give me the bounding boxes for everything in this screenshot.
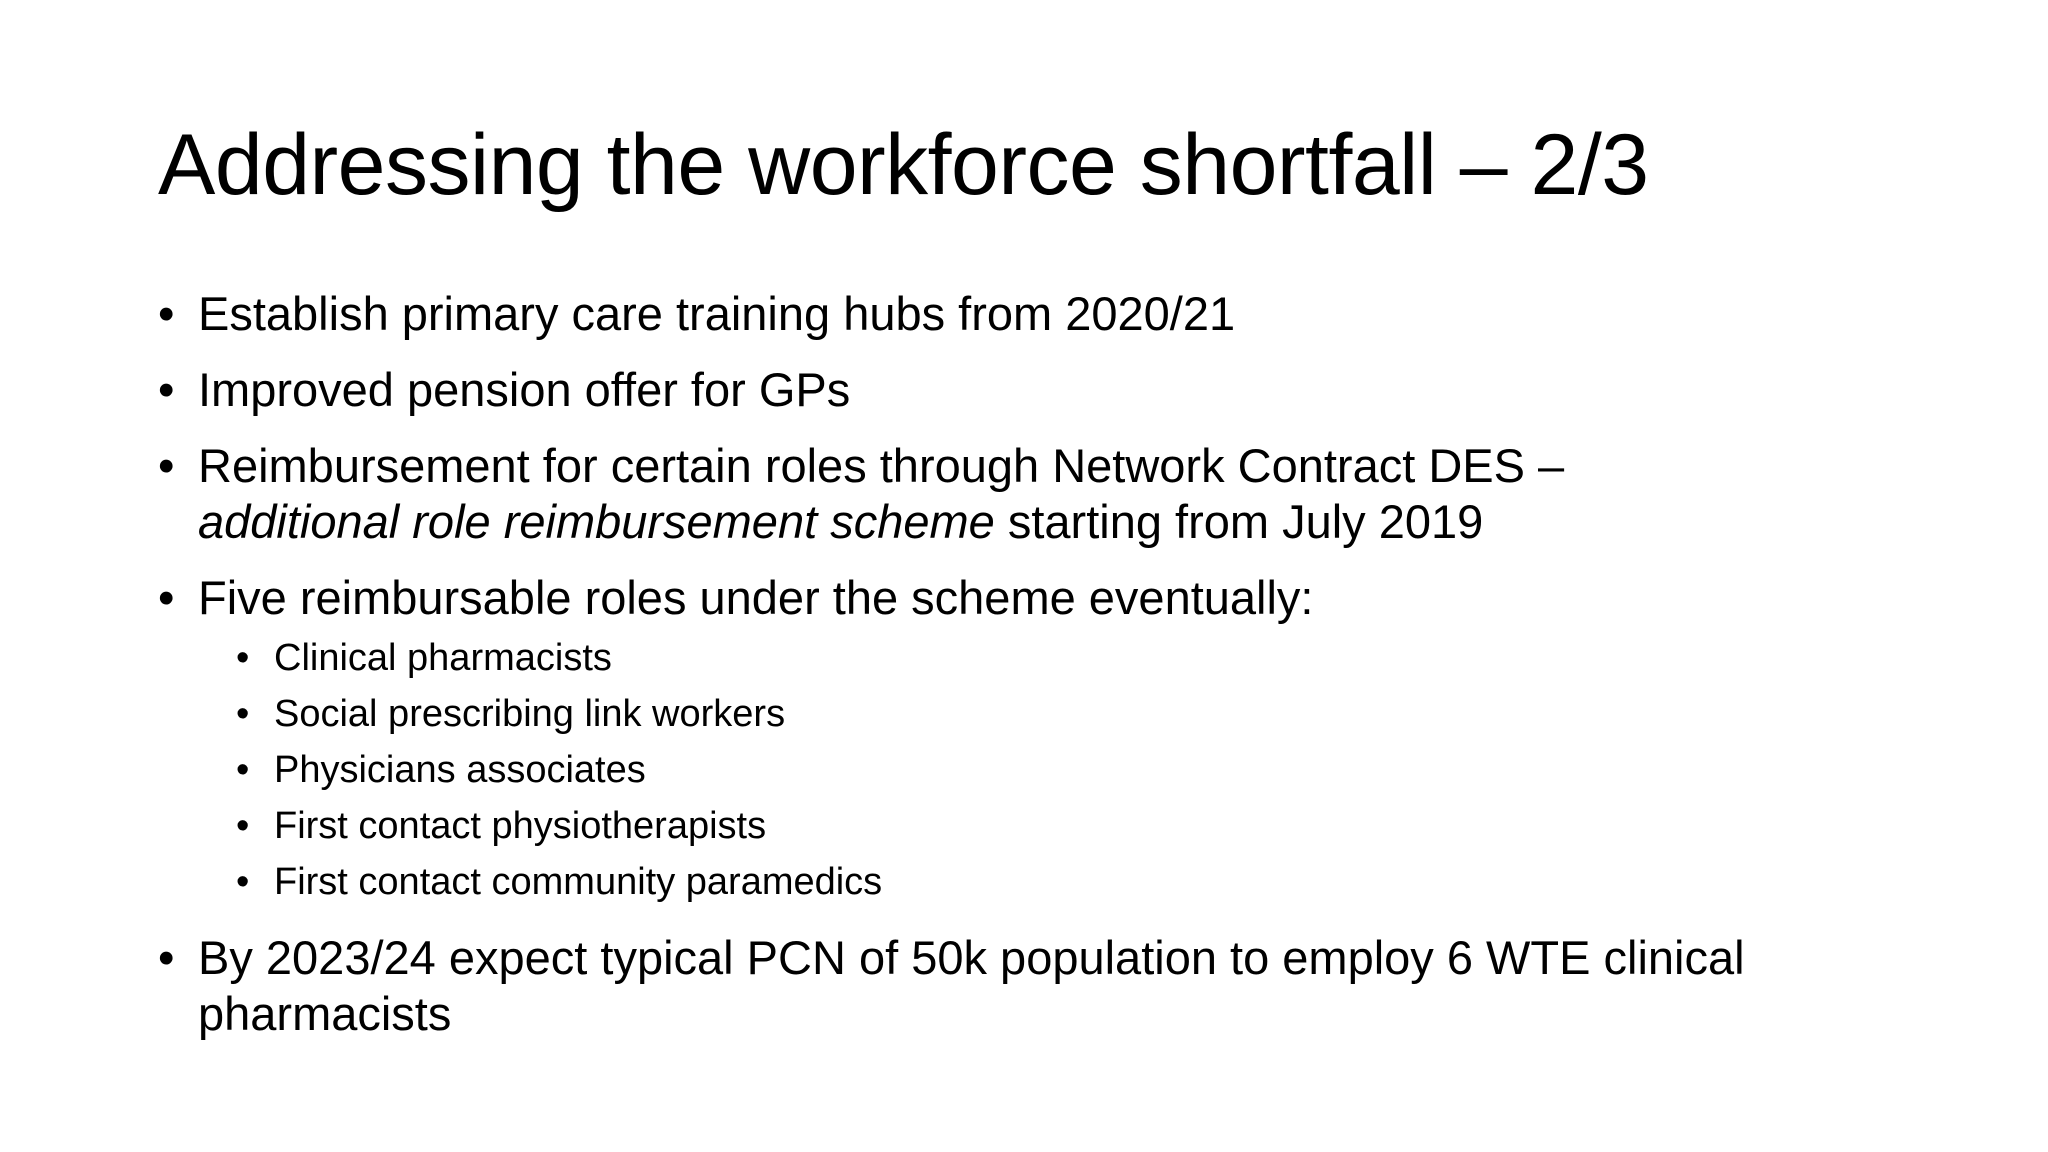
bullet-item [158,570,1918,910]
sub-bullet-icon: • [236,861,250,903]
sub-bullet-item [236,630,1918,686]
sub-bullet-text: First contact community paramedics [274,861,883,903]
sub-bullet-icon: • [236,749,250,791]
sub-bullet-icon: • [236,637,250,679]
sub-bullet-text: Physicians associates [274,749,646,791]
sub-bullet-icon: • [236,805,250,847]
sub-bullet-text: First contact physiotherapists [274,805,767,847]
bullet-icon: • [158,363,175,416]
bullet-item [158,362,1918,418]
bullet-text: Establish primary care training hubs from 2020/21 [198,287,1236,340]
bullet-text: By 2023/24 expect typical PCN of 50k population to employ 6 WTE clinical pharmacists [198,931,1745,1040]
bullet-text: Reimbursement for certain roles through Network Contract DES – [198,439,1565,492]
slide-title: Addressing the workforce shortfall – 2/3 [158,117,1649,213]
bullet-item [158,930,1918,1042]
sub-bullet-item [236,686,1918,742]
bullet-list [158,286,1918,1062]
bullet-icon: • [158,571,175,624]
sub-bullet-text: Social prescribing link workers [274,693,786,735]
bullet-icon: • [158,931,175,984]
bullet-text: Five reimbursable roles under the scheme eventually: [198,571,1314,624]
bullet-icon: • [158,287,175,340]
sub-bullet-item [236,854,1918,910]
sub-bullet-item [236,742,1918,798]
sub-bullet-item [236,798,1918,854]
bullet-item [158,286,1918,342]
bullet-icon: • [158,439,175,492]
bullet-text-italic: additional role reimbursement scheme [198,495,995,548]
bullet-text-continued: starting from July 2019 [994,495,1484,548]
sub-bullet-list [236,630,1918,910]
sub-bullet-text: Clinical pharmacists [274,637,612,679]
bullet-item [158,438,1918,550]
bullet-text: Improved pension offer for GPs [198,363,851,416]
sub-bullet-icon: • [236,693,250,735]
